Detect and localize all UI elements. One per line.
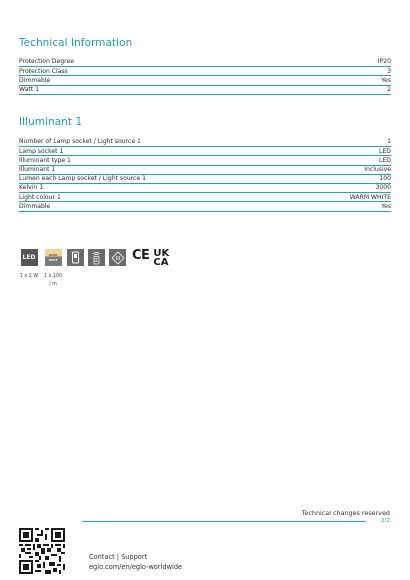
technical-information-table <box>19 58 391 95</box>
illuminant-table <box>19 138 391 212</box>
remote-control-icon <box>88 249 105 266</box>
lumen-caption: 1 x 100 l m <box>43 274 63 287</box>
ce-mark-icon: CE <box>132 248 150 263</box>
support-url[interactable]: eglo.com/en/eglo-worldwide <box>89 563 183 571</box>
row-value: LED <box>379 147 391 155</box>
table-row <box>19 193 391 202</box>
technical-information-heading: Technical Information <box>19 37 133 49</box>
table-row <box>19 58 391 67</box>
row-value: 3 <box>387 67 391 75</box>
footer-divider <box>82 521 366 522</box>
table-row <box>19 67 391 76</box>
remote-icon-group <box>88 249 105 266</box>
row-value: Yes <box>381 76 391 84</box>
ukca-top: UK <box>153 248 170 259</box>
row-value: 100 <box>379 175 391 183</box>
protection-class-icon-group <box>109 249 126 266</box>
led-icon-group <box>19 249 39 281</box>
led-caption: 1 x 2 W <box>19 274 39 279</box>
ukca-bottom: CA <box>153 256 169 268</box>
contact-support <box>89 552 182 572</box>
row-value: Yes <box>381 202 391 210</box>
table-row <box>19 184 391 193</box>
ukca-mark-icon <box>153 250 169 267</box>
table-row <box>19 156 391 165</box>
table-row <box>19 202 391 211</box>
row-value: IP20 <box>377 58 391 66</box>
contact-label: Contact | Support <box>89 553 148 561</box>
technical-changes-note: Technical changes reserved <box>301 509 390 517</box>
row-value: 1 <box>387 138 391 146</box>
led-icon: LED <box>21 249 38 266</box>
table-row <box>19 147 391 156</box>
row-label: Light colour 1 <box>19 193 61 201</box>
warm-label: WARM <box>48 253 58 257</box>
row-label: Kelvin 1 <box>19 184 44 192</box>
row-value: 2 <box>387 85 391 93</box>
row-value: 3000 <box>375 184 391 192</box>
row-value: LED <box>379 156 391 164</box>
table-row <box>19 175 391 184</box>
switch-icon-group <box>67 249 84 266</box>
row-label: Number of Lamp socket / Light source 1 <box>19 138 141 146</box>
row-label: Dimmable <box>19 202 51 210</box>
row-label: Protection Degree <box>19 58 74 66</box>
qr-code-icon <box>19 528 65 578</box>
row-label: Dimmable <box>19 76 51 84</box>
row-value: Inclusive <box>364 165 391 173</box>
table-row <box>19 166 391 175</box>
product-icons <box>19 249 169 289</box>
row-label: Watt 1 <box>19 85 39 93</box>
illuminant-heading: Illuminant 1 <box>19 116 83 128</box>
dimmer-switch-icon <box>67 249 84 266</box>
table-row <box>19 86 391 95</box>
white-label: WHITE <box>48 258 58 262</box>
row-label: Lumen each Lamp socket / Light source 1 <box>19 175 146 183</box>
row-label: Lamp socket 1 <box>19 147 64 155</box>
table-row <box>19 76 391 85</box>
row-value: WARM WHITE <box>349 193 391 201</box>
row-label: Illuminant type 1 <box>19 156 71 164</box>
warm-white-icon-group <box>43 249 63 289</box>
table-row <box>19 138 391 147</box>
row-label: Protection Class <box>19 67 68 75</box>
page-number: 2/2 <box>380 517 390 524</box>
row-label: Illuminant 1 <box>19 165 56 173</box>
protection-class-3-icon <box>109 249 126 266</box>
warm-white-icon <box>45 249 62 266</box>
